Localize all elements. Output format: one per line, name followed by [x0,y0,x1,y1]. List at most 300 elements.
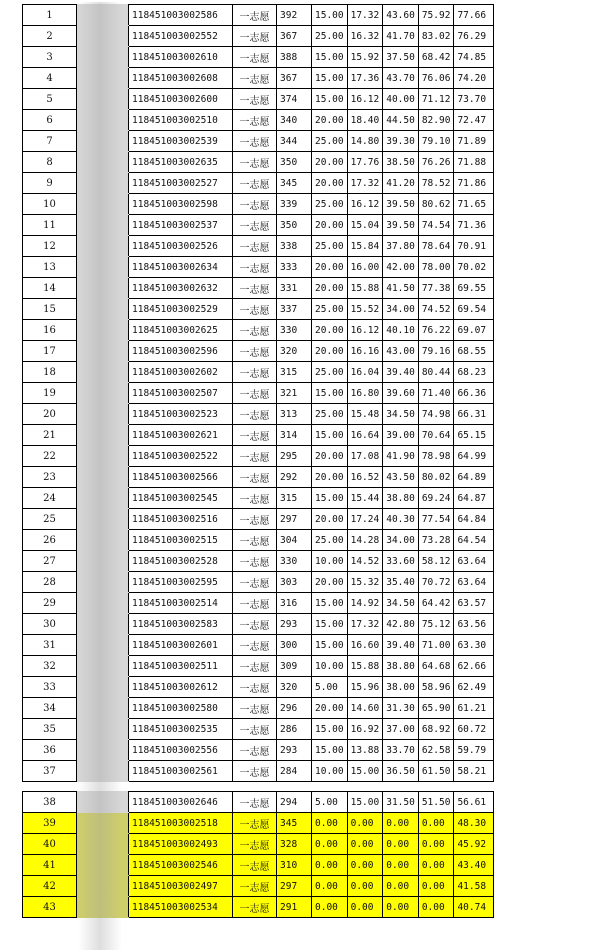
row-index: 32 [23,656,77,677]
redacted-name-cell [77,677,129,698]
cell-vol: 一志愿 [233,26,277,47]
table-row [23,89,494,110]
table-row [23,897,494,918]
cell-b: 20.00 [312,278,348,299]
cell-f: 73.70 [454,89,494,110]
cell-a: 344 [277,131,312,152]
redacted-name-cell [77,236,129,257]
cell-vol: 一志愿 [233,257,277,278]
cell-b: 20.00 [312,110,348,131]
cell-a: 309 [277,656,312,677]
cell-e: 68.42 [418,47,454,68]
cell-c: 15.32 [347,572,383,593]
row-index: 41 [23,855,77,876]
cell-a: 330 [277,320,312,341]
cell-d: 43.70 [383,68,419,89]
cell-a: 293 [277,614,312,635]
table-row [23,792,494,813]
row-index: 25 [23,509,77,530]
cell-f: 56.61 [454,792,494,813]
cell-d: 36.50 [383,761,419,782]
redacted-name-cell [77,299,129,320]
cell-d: 34.00 [383,299,419,320]
cell-vol: 一志愿 [233,614,277,635]
cell-id: 118451003002625 [129,320,233,341]
cell-d: 0.00 [383,813,419,834]
row-index: 34 [23,698,77,719]
cell-f: 40.74 [454,897,494,918]
cell-d: 38.80 [383,656,419,677]
redacted-name-cell [77,509,129,530]
cell-e: 64.68 [418,656,454,677]
cell-c: 14.28 [347,530,383,551]
table-row [23,257,494,278]
cell-c: 17.08 [347,446,383,467]
cell-b: 15.00 [312,614,348,635]
table-row [23,719,494,740]
cell-e: 78.98 [418,446,454,467]
cell-vol: 一志愿 [233,855,277,876]
cell-b: 5.00 [312,677,348,698]
cell-c: 0.00 [347,813,383,834]
cell-c: 16.16 [347,341,383,362]
cell-d: 39.50 [383,215,419,236]
cell-f: 68.23 [454,362,494,383]
cell-b: 20.00 [312,320,348,341]
cell-id: 118451003002552 [129,26,233,47]
cell-b: 25.00 [312,299,348,320]
row-index: 26 [23,530,77,551]
cell-a: 388 [277,47,312,68]
cell-vol: 一志愿 [233,897,277,918]
cell-e: 71.40 [418,383,454,404]
cell-id: 118451003002546 [129,855,233,876]
cell-a: 316 [277,593,312,614]
cell-c: 15.96 [347,677,383,698]
cell-id: 118451003002586 [129,5,233,26]
cell-b: 15.00 [312,5,348,26]
cell-f: 64.54 [454,530,494,551]
cell-vol: 一志愿 [233,110,277,131]
cell-a: 291 [277,897,312,918]
cell-d: 42.80 [383,614,419,635]
redacted-name-cell [77,446,129,467]
row-index: 5 [23,89,77,110]
table-row [23,572,494,593]
cell-f: 63.64 [454,572,494,593]
cell-f: 63.57 [454,593,494,614]
table-row [23,834,494,855]
cell-vol: 一志愿 [233,5,277,26]
row-index: 14 [23,278,77,299]
cell-f: 63.64 [454,551,494,572]
cell-vol: 一志愿 [233,740,277,761]
cell-id: 118451003002526 [129,236,233,257]
cell-e: 71.12 [418,89,454,110]
redacted-name-cell [77,278,129,299]
cell-id: 118451003002608 [129,68,233,89]
cell-b: 20.00 [312,698,348,719]
cell-b: 20.00 [312,257,348,278]
cell-vol: 一志愿 [233,813,277,834]
cell-id: 118451003002493 [129,834,233,855]
cell-f: 71.36 [454,215,494,236]
cell-f: 76.29 [454,26,494,47]
cell-b: 0.00 [312,834,348,855]
cell-f: 61.21 [454,698,494,719]
cell-f: 45.92 [454,834,494,855]
cell-id: 118451003002561 [129,761,233,782]
cell-d: 40.00 [383,89,419,110]
cell-d: 41.50 [383,278,419,299]
cell-b: 25.00 [312,530,348,551]
cell-d: 31.30 [383,698,419,719]
cell-vol: 一志愿 [233,698,277,719]
cell-d: 0.00 [383,834,419,855]
redacted-name-cell [77,425,129,446]
row-index: 42 [23,876,77,897]
cell-vol: 一志愿 [233,236,277,257]
cell-c: 17.32 [347,173,383,194]
cell-b: 25.00 [312,362,348,383]
row-index: 7 [23,131,77,152]
cell-f: 69.54 [454,299,494,320]
cell-a: 295 [277,446,312,467]
cell-c: 16.12 [347,320,383,341]
cell-c: 17.24 [347,509,383,530]
row-index: 40 [23,834,77,855]
row-index: 29 [23,593,77,614]
cell-b: 20.00 [312,446,348,467]
cell-a: 297 [277,876,312,897]
table-row [23,362,494,383]
cell-id: 118451003002598 [129,194,233,215]
redacted-name-cell [77,131,129,152]
redacted-name-cell [77,383,129,404]
cell-b: 0.00 [312,813,348,834]
table-row [23,551,494,572]
table-row [23,761,494,782]
cell-id: 118451003002514 [129,593,233,614]
cell-id: 118451003002610 [129,47,233,68]
cell-vol: 一志愿 [233,792,277,813]
table-row [23,320,494,341]
redacted-name-cell [77,5,129,26]
cell-c: 13.88 [347,740,383,761]
cell-b: 15.00 [312,89,348,110]
row-index: 11 [23,215,77,236]
cell-vol: 一志愿 [233,68,277,89]
cell-a: 304 [277,530,312,551]
table-row [23,341,494,362]
row-index: 12 [23,236,77,257]
redacted-name-cell [77,876,129,897]
cell-vol: 一志愿 [233,278,277,299]
cell-id: 118451003002516 [129,509,233,530]
cell-a: 284 [277,761,312,782]
cell-a: 328 [277,834,312,855]
table-row [23,5,494,26]
cell-vol: 一志愿 [233,341,277,362]
redacted-name-cell [77,740,129,761]
cell-f: 74.85 [454,47,494,68]
row-index: 1 [23,5,77,26]
cell-c: 0.00 [347,897,383,918]
cell-b: 25.00 [312,131,348,152]
cell-vol: 一志愿 [233,719,277,740]
row-index: 9 [23,173,77,194]
cell-d: 43.50 [383,467,419,488]
cell-d: 33.60 [383,551,419,572]
cell-a: 337 [277,299,312,320]
cell-f: 60.72 [454,719,494,740]
cell-b: 25.00 [312,236,348,257]
cell-f: 64.89 [454,467,494,488]
cell-c: 17.32 [347,5,383,26]
cell-b: 15.00 [312,593,348,614]
table-row [23,383,494,404]
cell-c: 15.48 [347,404,383,425]
redacted-name-cell [77,593,129,614]
cell-c: 15.88 [347,656,383,677]
cell-e: 0.00 [418,876,454,897]
cell-vol: 一志愿 [233,488,277,509]
cell-b: 0.00 [312,876,348,897]
row-index: 15 [23,299,77,320]
redacted-name-cell [77,362,129,383]
cell-a: 300 [277,635,312,656]
redacted-name-cell [77,47,129,68]
cell-d: 39.60 [383,383,419,404]
table-row [23,278,494,299]
cell-b: 20.00 [312,215,348,236]
cell-c: 15.04 [347,215,383,236]
cell-c: 15.44 [347,488,383,509]
redacted-name-cell [77,215,129,236]
cell-b: 10.00 [312,656,348,677]
cell-c: 15.00 [347,792,383,813]
cell-b: 10.00 [312,761,348,782]
cell-a: 345 [277,173,312,194]
cell-vol: 一志愿 [233,530,277,551]
cell-vol: 一志愿 [233,425,277,446]
table-row [23,26,494,47]
cell-id: 118451003002537 [129,215,233,236]
table-row [23,131,494,152]
section-gap [23,782,494,792]
cell-d: 37.80 [383,236,419,257]
cell-f: 65.15 [454,425,494,446]
table-body [23,5,494,918]
redacted-name-cell [77,698,129,719]
row-index: 3 [23,47,77,68]
row-index: 38 [23,792,77,813]
cell-id: 118451003002580 [129,698,233,719]
row-index: 4 [23,68,77,89]
cell-e: 0.00 [418,834,454,855]
cell-id: 118451003002527 [129,173,233,194]
cell-d: 42.00 [383,257,419,278]
row-index: 37 [23,761,77,782]
cell-vol: 一志愿 [233,572,277,593]
cell-f: 58.21 [454,761,494,782]
cell-b: 20.00 [312,173,348,194]
row-index: 19 [23,383,77,404]
row-index: 31 [23,635,77,656]
cell-a: 392 [277,5,312,26]
cell-c: 16.04 [347,362,383,383]
cell-a: 286 [277,719,312,740]
row-index: 36 [23,740,77,761]
cell-d: 38.00 [383,677,419,698]
cell-vol: 一志愿 [233,362,277,383]
cell-a: 292 [277,467,312,488]
cell-f: 64.87 [454,488,494,509]
cell-c: 15.92 [347,47,383,68]
cell-e: 58.96 [418,677,454,698]
cell-id: 118451003002632 [129,278,233,299]
cell-e: 74.54 [418,215,454,236]
cell-e: 73.28 [418,530,454,551]
row-index: 18 [23,362,77,383]
cell-a: 296 [277,698,312,719]
table-row [23,425,494,446]
cell-c: 16.32 [347,26,383,47]
cell-f: 59.79 [454,740,494,761]
cell-d: 0.00 [383,855,419,876]
cell-a: 297 [277,509,312,530]
cell-id: 118451003002507 [129,383,233,404]
cell-c: 17.32 [347,614,383,635]
cell-e: 0.00 [418,855,454,876]
redacted-name-cell [77,173,129,194]
row-index: 17 [23,341,77,362]
cell-vol: 一志愿 [233,593,277,614]
cell-e: 78.64 [418,236,454,257]
cell-f: 77.66 [454,5,494,26]
row-index: 20 [23,404,77,425]
table-row [23,740,494,761]
cell-vol: 一志愿 [233,834,277,855]
cell-f: 62.49 [454,677,494,698]
redacted-name-cell [77,761,129,782]
cell-d: 39.40 [383,362,419,383]
redacted-name-cell [77,530,129,551]
cell-b: 20.00 [312,341,348,362]
redacted-name-cell [77,572,129,593]
cell-b: 15.00 [312,68,348,89]
cell-f: 66.36 [454,383,494,404]
cell-d: 31.50 [383,792,419,813]
cell-c: 16.92 [347,719,383,740]
cell-e: 77.54 [418,509,454,530]
redacted-name-cell [77,813,129,834]
cell-e: 76.22 [418,320,454,341]
cell-id: 118451003002635 [129,152,233,173]
cell-a: 331 [277,278,312,299]
table-row [23,698,494,719]
cell-d: 38.80 [383,488,419,509]
cell-vol: 一志愿 [233,383,277,404]
redacted-name-cell [77,635,129,656]
cell-c: 14.80 [347,131,383,152]
cell-a: 350 [277,215,312,236]
cell-id: 118451003002497 [129,876,233,897]
redacted-name-cell [77,194,129,215]
table-row [23,635,494,656]
cell-e: 80.44 [418,362,454,383]
cell-f: 64.99 [454,446,494,467]
cell-a: 315 [277,362,312,383]
cell-e: 80.02 [418,467,454,488]
cell-c: 16.00 [347,257,383,278]
redacted-name-cell [77,488,129,509]
cell-e: 68.92 [418,719,454,740]
row-index: 33 [23,677,77,698]
table-row [23,194,494,215]
redacted-name-cell [77,257,129,278]
cell-a: 339 [277,194,312,215]
cell-b: 0.00 [312,855,348,876]
cell-id: 118451003002518 [129,813,233,834]
row-index: 23 [23,467,77,488]
cell-a: 303 [277,572,312,593]
cell-b: 10.00 [312,551,348,572]
redacted-name-cell [77,320,129,341]
redacted-name-cell [77,26,129,47]
cell-f: 41.58 [454,876,494,897]
table-row [23,236,494,257]
row-index: 43 [23,897,77,918]
redacted-name-cell [77,719,129,740]
redacted-name-cell [77,152,129,173]
cell-b: 15.00 [312,47,348,68]
table-row [23,152,494,173]
row-index: 24 [23,488,77,509]
cell-e: 82.90 [418,110,454,131]
cell-d: 41.70 [383,26,419,47]
cell-f: 71.86 [454,173,494,194]
row-index: 35 [23,719,77,740]
cell-vol: 一志愿 [233,299,277,320]
cell-d: 41.90 [383,446,419,467]
table-row [23,467,494,488]
cell-vol: 一志愿 [233,47,277,68]
table-row [23,299,494,320]
cell-vol: 一志愿 [233,509,277,530]
row-index: 28 [23,572,77,593]
cell-b: 0.00 [312,897,348,918]
row-index: 2 [23,26,77,47]
cell-a: 374 [277,89,312,110]
table-row [23,530,494,551]
cell-f: 63.56 [454,614,494,635]
cell-f: 71.89 [454,131,494,152]
cell-a: 313 [277,404,312,425]
cell-a: 367 [277,26,312,47]
redacted-name-cell [77,467,129,488]
cell-e: 0.00 [418,897,454,918]
cell-c: 16.52 [347,467,383,488]
cell-d: 40.10 [383,320,419,341]
cell-id: 118451003002600 [129,89,233,110]
redacted-name-cell [77,897,129,918]
redacted-name-cell [77,855,129,876]
cell-c: 15.00 [347,761,383,782]
cell-a: 320 [277,341,312,362]
cell-vol: 一志愿 [233,194,277,215]
cell-id: 118451003002621 [129,425,233,446]
